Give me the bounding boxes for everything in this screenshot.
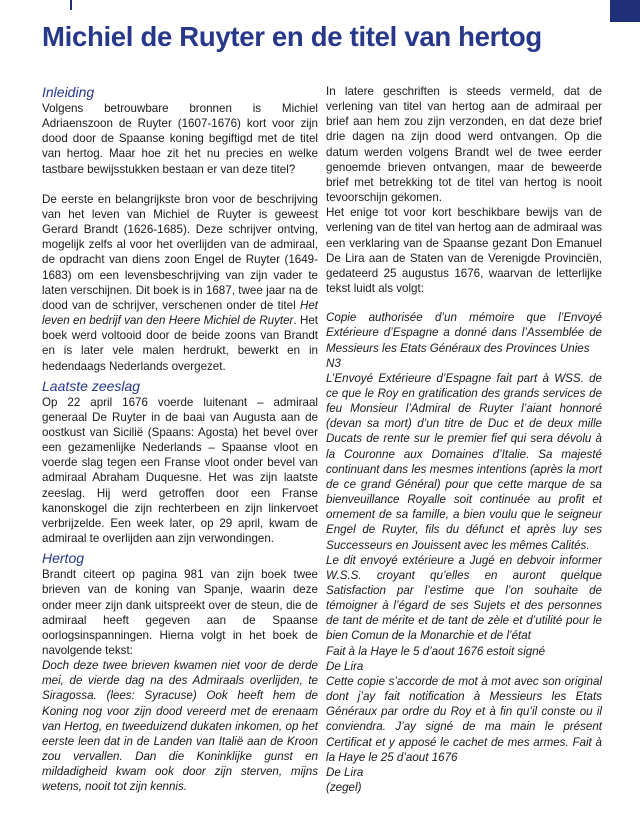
- memoire-body: L’Envoyé Extérieure d’Espagne fait part à WSS. de ce que le Roy en gratification des grands services de feu Monsieur l’Admiral de Ruyter l’aiant honnoré (devan sa mort) d’un titre de Duc et de deux mille Ducats de rente sur le premier fief qui sera dévolu à la Couronne aux Domaines d’Italie. Sa majesté continuant dans les mesmes intentions (après la mort de ce grand Général) pour que cette marque de sa bienveuillance Royalle soit continuée au profit et ornement de sa famille, a bien voulu que le seigneur Engel de Ruyter, fils du défunct et après luy ses Successeurs en Jouissent avec les mêmes Calités.: [326, 371, 602, 552]
- book-title: Het leven en bedrijf van den Heere Michiel de Ruyter: [42, 298, 318, 328]
- certificate-signature: De Lira: [326, 765, 364, 779]
- paragraph-brandt-a: De eerste en belangrijkste bron voor de beschrijving van het leven van Michiel de Ruyter is geweest Gerard Brandt (1626-1685). Deze schrijver ontving, mogelijk zelfs al voor het overlijden van de admiraal, de opdracht van diens zoon Engel de Ruyter (1649-1683) om een levensbeschrijving van zijn vader te laten verschijnen. Dit boek is in 1687, twee jaar na de dood van de schrijver, verschenen onder de titel: [42, 192, 318, 312]
- section-heading-hertog: Hertog: [42, 550, 85, 567]
- memoire-body-2: Le dit envoyé extérieure a Jugé en debvoir informer W.S.S. croyant qu’elles en auront quelque Satisfaction par l’estime que l’on souhaite de témoigner à l’égard de ses Sujets et des personnes de tant de mérite et de tant de zèle et d’utilité pour le bien Comun de la Monarchie et de l’état: [326, 553, 602, 643]
- paragraph-brandt: [42, 192, 318, 374]
- left-column: [42, 84, 318, 795]
- memoire-signature: De Lira: [326, 659, 364, 673]
- memoire-dated: Fait à la Haye le 5 d’aout 1676 estoit signé: [326, 644, 546, 658]
- section-heading-zeeslag: Laatste zeeslag: [42, 377, 141, 394]
- brandt-quote: Doch deze twee brieven kwamen niet voor de derde mei, de vierde dag na des Admiraals overlijden, te Siragossa. (lees: Syracuse) Ook heeft hem de Koning nog voor zijn dood vereerd met de erenaam van Hertog, en tweeduizend dukaten inkomen, op het eerste leen dat in de Landen van Italië aan de Kroon zou vervallen. Dan die Koninklijke gunst en mildadigheid kwam ook door zijn sterven, mijns wetens, nooit tot zijn kennis.: [42, 659, 318, 794]
- corner-accent: [610, 0, 640, 22]
- right-column: [326, 84, 602, 795]
- section-heading-inleiding: Inleiding: [42, 84, 95, 100]
- paragraph-later: In latere geschriften is steeds vermeld, dat de verlening van titel van hertog aan de admiraal per brief aan hem zou zijn verzonden, en dat deze brief drie dagen na zijn dood werd ontvangen. Op die datum werden volgens Brandt wel de twee eerder genoemde brieven ontvangen, maar de beweerde brief met betrekking tot de titel van hertog is nooit tevoorschijn gekomen.: [326, 85, 602, 205]
- certificate-text: Cette copie s’accorde de mot à mot avec son original dont j’ay fait notification à Messieurs les Etats Généraux par ordre du Roy et à fin qu’il conste ou il conviendra. J’ay signé de ma main le présent Certificat et y apposé le cachet de mes armes. Fait à la Haye le 25 d’aout 1676: [326, 674, 602, 764]
- paragraph-bewijs: Het enige tot voor kort beschikbare bewijs van de verlening van de titel van hertog aan de admiraal was een verklaring van de Spaanse gezant Don Emanuel De Lira aan de Staten van de Verenigde Provinciën, gedateerd 25 augustus 1676, waarvan de letterlijke tekst luidt als volgt:: [326, 206, 602, 296]
- article-title: Michiel de Ruyter en de titel van hertog: [42, 21, 542, 52]
- seal-note: (zegel): [326, 781, 362, 795]
- paragraph-brandt-b: . Het boek werd voltooid door de beide zoons van Brandt en is later vele malen herdrukt, bewerkt en in hedendaags Nederlands overgezet.: [42, 314, 318, 373]
- memoire-heading: Copie authorisée d’un mémoire que l’Envoyé Extérieure d’Espagne a donné dans l’Assemblée de Messieurs les Etats Généraux des Provinces Unies: [326, 311, 602, 355]
- memoire-number: N3: [326, 356, 341, 370]
- paragraph-intro: Volgens betrouwbare bronnen is Michiel Adriaenszoon de Ruyter (1607-1676) kort voor zijn dood door de Spaanse koning begiftigd met de titel van hertog. Maar hoe zit het nu precies en welke tastbare bewijsstukken bestaan er van deze titel?: [42, 102, 318, 176]
- top-rule: [70, 0, 72, 10]
- paragraph-hertog: Brandt citeert op pagina 981 van zijn boek twee brieven van de koning van Spanje, waarin deze onder meer zijn dank uitspreekt over de steun, die de admiraal heeft gegeven aan de Spaanse oorlogsinspanningen. Hierna volgt in het boek de navolgende tekst:: [42, 568, 318, 657]
- paragraph-zeeslag: Op 22 april 1676 voerde luitenant – admiraal generaal De Ruyter in de baai van Augusta aan de oostkust van Sicilië (Spaans: Agosta) het bevel over een gezamenlijke Nederlands – Spaanse vloot en voerde slag tegen een Franse vloot onder bevel van admiraal Abraham Duquesne. Het was zijn laatste zeeslag. Hij werd getroffen door een Franse kanonskogel die zijn rechterbeen en zijn linkervoet verbrijzelde. Een week later, op 29 april, kwam de admiraal te overlijden aan zijn verwondingen.: [42, 395, 318, 546]
